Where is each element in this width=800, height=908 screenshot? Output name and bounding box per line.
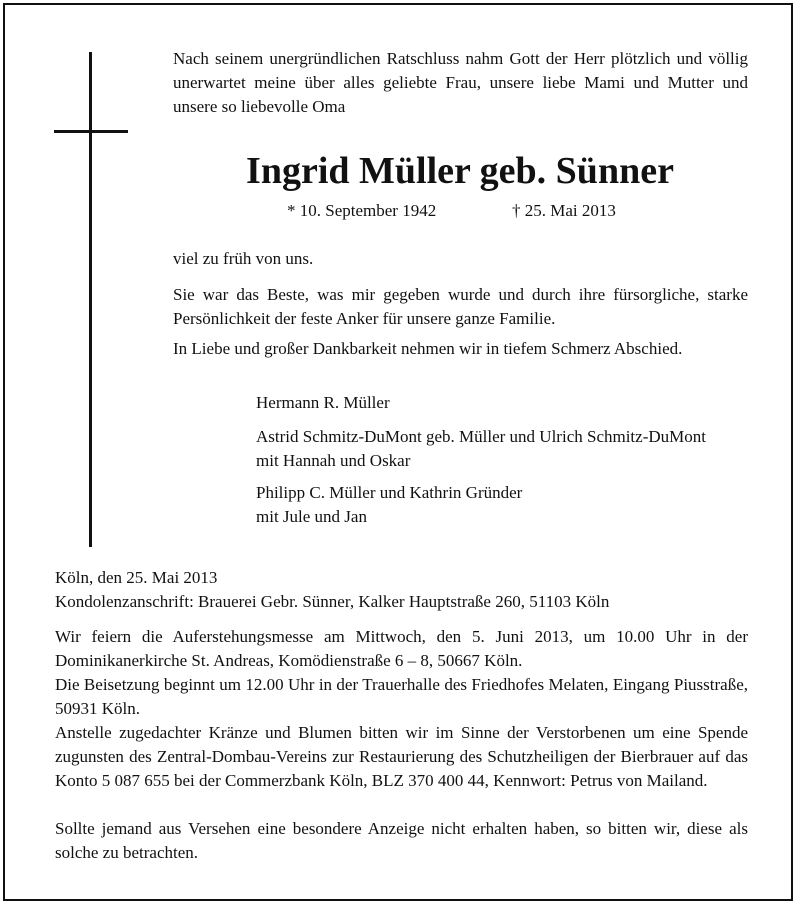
mourner-name: Philipp C. Müller und Kathrin Gründer: [256, 483, 523, 502]
mourner-name: Astrid Schmitz-DuMont geb. Müller und Ulrich Schmitz-DuMont: [256, 427, 706, 446]
mourner-children: mit Hannah und Oskar: [256, 451, 411, 470]
farewell-line: In Liebe und großer Dankbarkeit nehmen wir in tiefem Schmerz Abschied.: [173, 339, 683, 358]
cross-icon-bar: [54, 130, 128, 133]
mourner-children: mit Jule und Jan: [256, 507, 367, 526]
death-date: † 25. Mai 2013: [512, 201, 616, 220]
intro-text: Nach seinem unergründlichen Ratschluss nahm Gott der Herr plötzlich und völlig unerwartet meine über alles geliebte Frau, unsere liebe Mami und Mutter und unsere so liebevolle Oma: [173, 49, 748, 116]
cross-icon: [89, 52, 92, 547]
body-line: viel zu früh von uns.: [173, 249, 314, 268]
birth-date: * 10. September 1942: [287, 201, 437, 220]
condolence-address: Kondolenzanschrift: Brauerei Gebr. Sünner, Kalker Hauptstraße 260, 51103 Köln: [55, 592, 610, 611]
deceased-name: Ingrid Müller geb. Sünner: [246, 150, 674, 192]
body-paragraph: Sie war das Beste, was mir gegeben wurde und durch ihre fürsorgliche, starke Persönlichkeit der feste Anker für unsere ganze Familie.: [173, 285, 748, 328]
notice-info: Sollte jemand aus Versehen eine besondere Anzeige nicht erhalten haben, so bitten wir, diese als solche zu betrachten.: [55, 819, 748, 862]
place-date: Köln, den 25. Mai 2013: [55, 568, 218, 587]
mourner-name: Hermann R. Müller: [256, 393, 390, 412]
mass-info: Wir feiern die Auferstehungsmesse am Mittwoch, den 5. Juni 2013, um 10.00 Uhr in der Dominikanerkirche St. Andreas, Komödienstraße 6 – 8, 50667 Köln.: [55, 627, 748, 670]
burial-info: Die Beisetzung beginnt um 12.00 Uhr in der Trauerhalle des Friedhofes Melaten, Eingang Piusstraße, 50931 Köln.: [55, 675, 748, 718]
donation-info: Anstelle zugedachter Kränze und Blumen bitten wir im Sinne der Verstorbenen um eine Spende zugunsten des Zentral-Dombau-Vereins zur Restaurierung des Schutzheiligen der Bierbrauer auf das Konto 5 087 655 bei der Commerzbank Köln, BLZ 370 400 44, Kennwort: Petrus von Mailand.: [55, 723, 748, 790]
